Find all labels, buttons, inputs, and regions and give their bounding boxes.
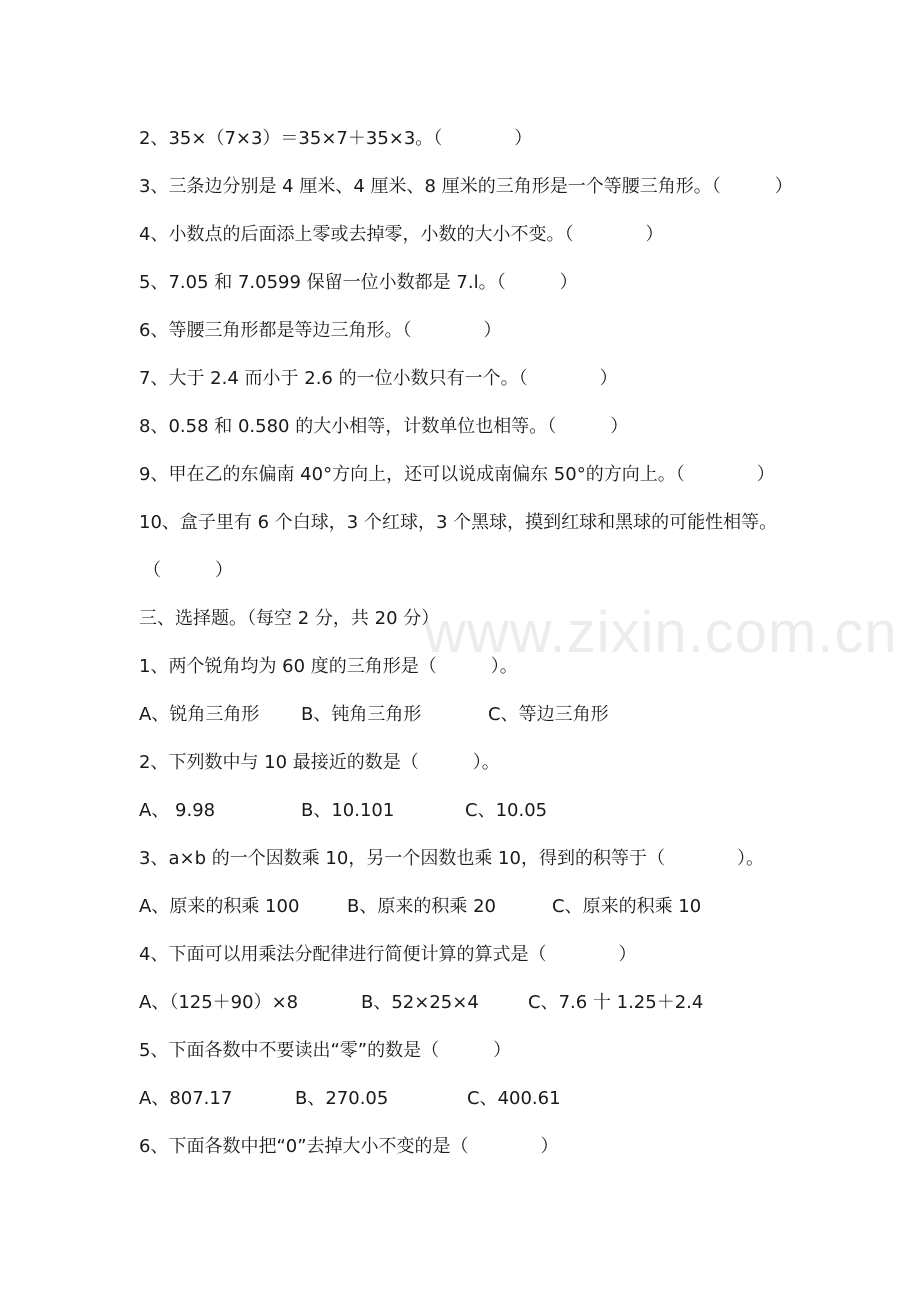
choice-question-2: 2、下列数中与 10 最接近的数是（ ）。 — [139, 752, 500, 773]
option-b: B、10.101 — [301, 800, 395, 821]
option-b: B、钝角三角形 — [301, 704, 422, 725]
option-a: A、（125＋90）×8 — [139, 992, 299, 1013]
judgement-item-10: 10、盒子里有 6 个白球，3 个红球，3 个黑球，摸到红球和黑球的可能性相等。 — [139, 512, 778, 533]
judgement-item-5: 5、7.05 和 7.0599 保留一位小数都是 7.l。（ ） — [139, 272, 578, 293]
judgement-item-4: 4、小数点的后面添上零或去掉零，小数的大小不变。（ ） — [139, 224, 664, 245]
judgement-item-2: 2、35×（7×3）＝35×7＋35×3。（ ） — [139, 128, 533, 149]
option-a: A、 9.98 — [139, 800, 216, 821]
choice-question-5: 5、下面各数中不要读出“零”的数是（ ） — [139, 1040, 512, 1061]
option-c: C、等边三角形 — [488, 704, 609, 725]
option-c: C、7.6 十 1.25＋2.4 — [528, 992, 704, 1013]
option-c: C、400.61 — [467, 1088, 561, 1109]
choice-options-3 — [139, 895, 839, 919]
watermark: www.zixin.com.cn — [424, 600, 898, 665]
judgement-item-6: 6、等腰三角形都是等边三角形。（ ） — [139, 320, 502, 341]
choice-question-6: 6、下面各数中把“0”去掉大小不变的是（ ） — [139, 1136, 559, 1157]
option-b: B、270.05 — [295, 1088, 389, 1109]
section-heading: 三、选择题。（每空 2 分，共 20 分） — [139, 608, 440, 629]
option-a: A、原来的积乘 100 — [139, 896, 300, 917]
judgement-item-9: 9、甲在乙的东偏南 40°方向上，还可以说成南偏东 50°的方向上。（ ） — [139, 464, 775, 485]
option-a: A、807.17 — [139, 1088, 233, 1109]
judgement-item-7: 7、大于 2.4 而小于 2.6 的一位小数只有一个。（ ） — [139, 368, 618, 389]
choice-question-3: 3、a×b 的一个因数乘 10，另一个因数也乘 10，得到的积等于（ ）。 — [139, 848, 764, 869]
option-a: A、锐角三角形 — [139, 704, 260, 725]
option-c: C、原来的积乘 10 — [552, 896, 702, 917]
judgement-item-10-continuation: （ ） — [143, 560, 233, 581]
option-b: B、52×25×4 — [361, 992, 479, 1013]
judgement-item-3: 3、三条边分别是 4 厘米、4 厘米、8 厘米的三角形是一个等腰三角形。（ ） — [139, 176, 793, 197]
choice-options-1 — [139, 703, 839, 727]
option-b: B、原来的积乘 20 — [347, 896, 496, 917]
choice-options-5 — [139, 1087, 839, 1111]
option-c: C、10.05 — [465, 800, 548, 821]
choice-options-2 — [139, 799, 839, 823]
choice-options-4 — [139, 991, 839, 1015]
choice-question-4: 4、下面可以用乘法分配律进行简便计算的算式是（ ） — [139, 944, 637, 965]
judgement-item-8: 8、0.58 和 0.580 的大小相等，计数单位也相等。（ ） — [139, 416, 629, 437]
choice-question-1: 1、两个锐角均为 60 度的三角形是（ ）。 — [139, 656, 518, 677]
